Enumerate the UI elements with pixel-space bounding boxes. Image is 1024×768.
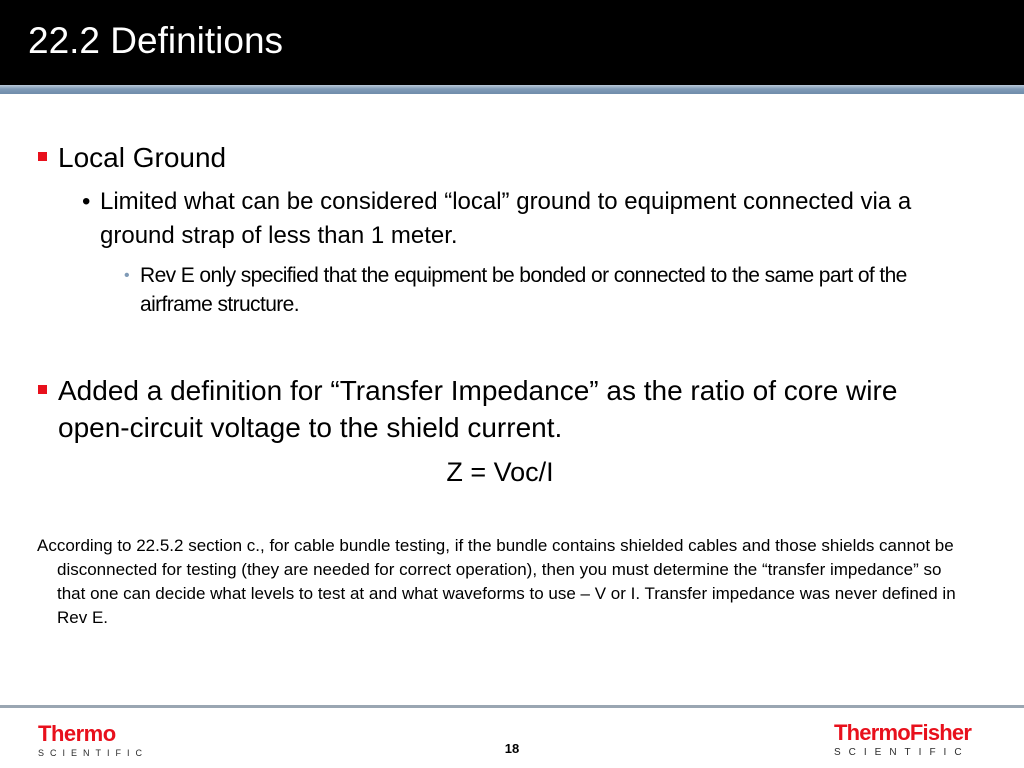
red-square-bullet-icon [38, 152, 47, 161]
bullet-text: Added a definition for “Transfer Impedance” as the ratio of core wire open-circuit voltage to the shield current. [58, 375, 898, 443]
red-square-bullet-icon [38, 385, 47, 394]
logo-brand-text: ThermoFisher [834, 720, 972, 745]
logo-brand-text: Thermo [38, 721, 116, 746]
logo-sub-text: SCIENTIFIC [834, 747, 970, 758]
bullet-dot-icon: • [82, 188, 91, 215]
formula: Z = Voc/I [446, 457, 554, 487]
page-number: 18 [504, 741, 520, 756]
thermofisher-scientific-logo [834, 722, 971, 758]
body-paragraph: According to 22.5.2 section c., for cable bundle testing, if the bundle contains shielded cables and those shields cannot be disconnected for testing (they are needed for correct operation), then you must determine the “transfer impedance” so that one can decide what levels to test at and what waveforms to use – V or I. Transfer impedance was never defined in Rev E. [37, 536, 956, 627]
slide-title: 22.2 Definitions [28, 20, 284, 61]
bullet-text: Local Ground [58, 142, 227, 173]
bullet-dot-icon: • [124, 267, 130, 284]
logo-sub-text: SCIENTIFIC [38, 748, 149, 758]
sub-bullet-text: Limited what can be considered “local” ground to equipment connected via a ground strap of less than 1 meter. [100, 188, 912, 249]
sub-sub-bullet-text: Rev E only specified that the equipment be bonded or connected to the same part of the airframe structure. [140, 264, 907, 316]
footer-divider [0, 705, 1024, 708]
